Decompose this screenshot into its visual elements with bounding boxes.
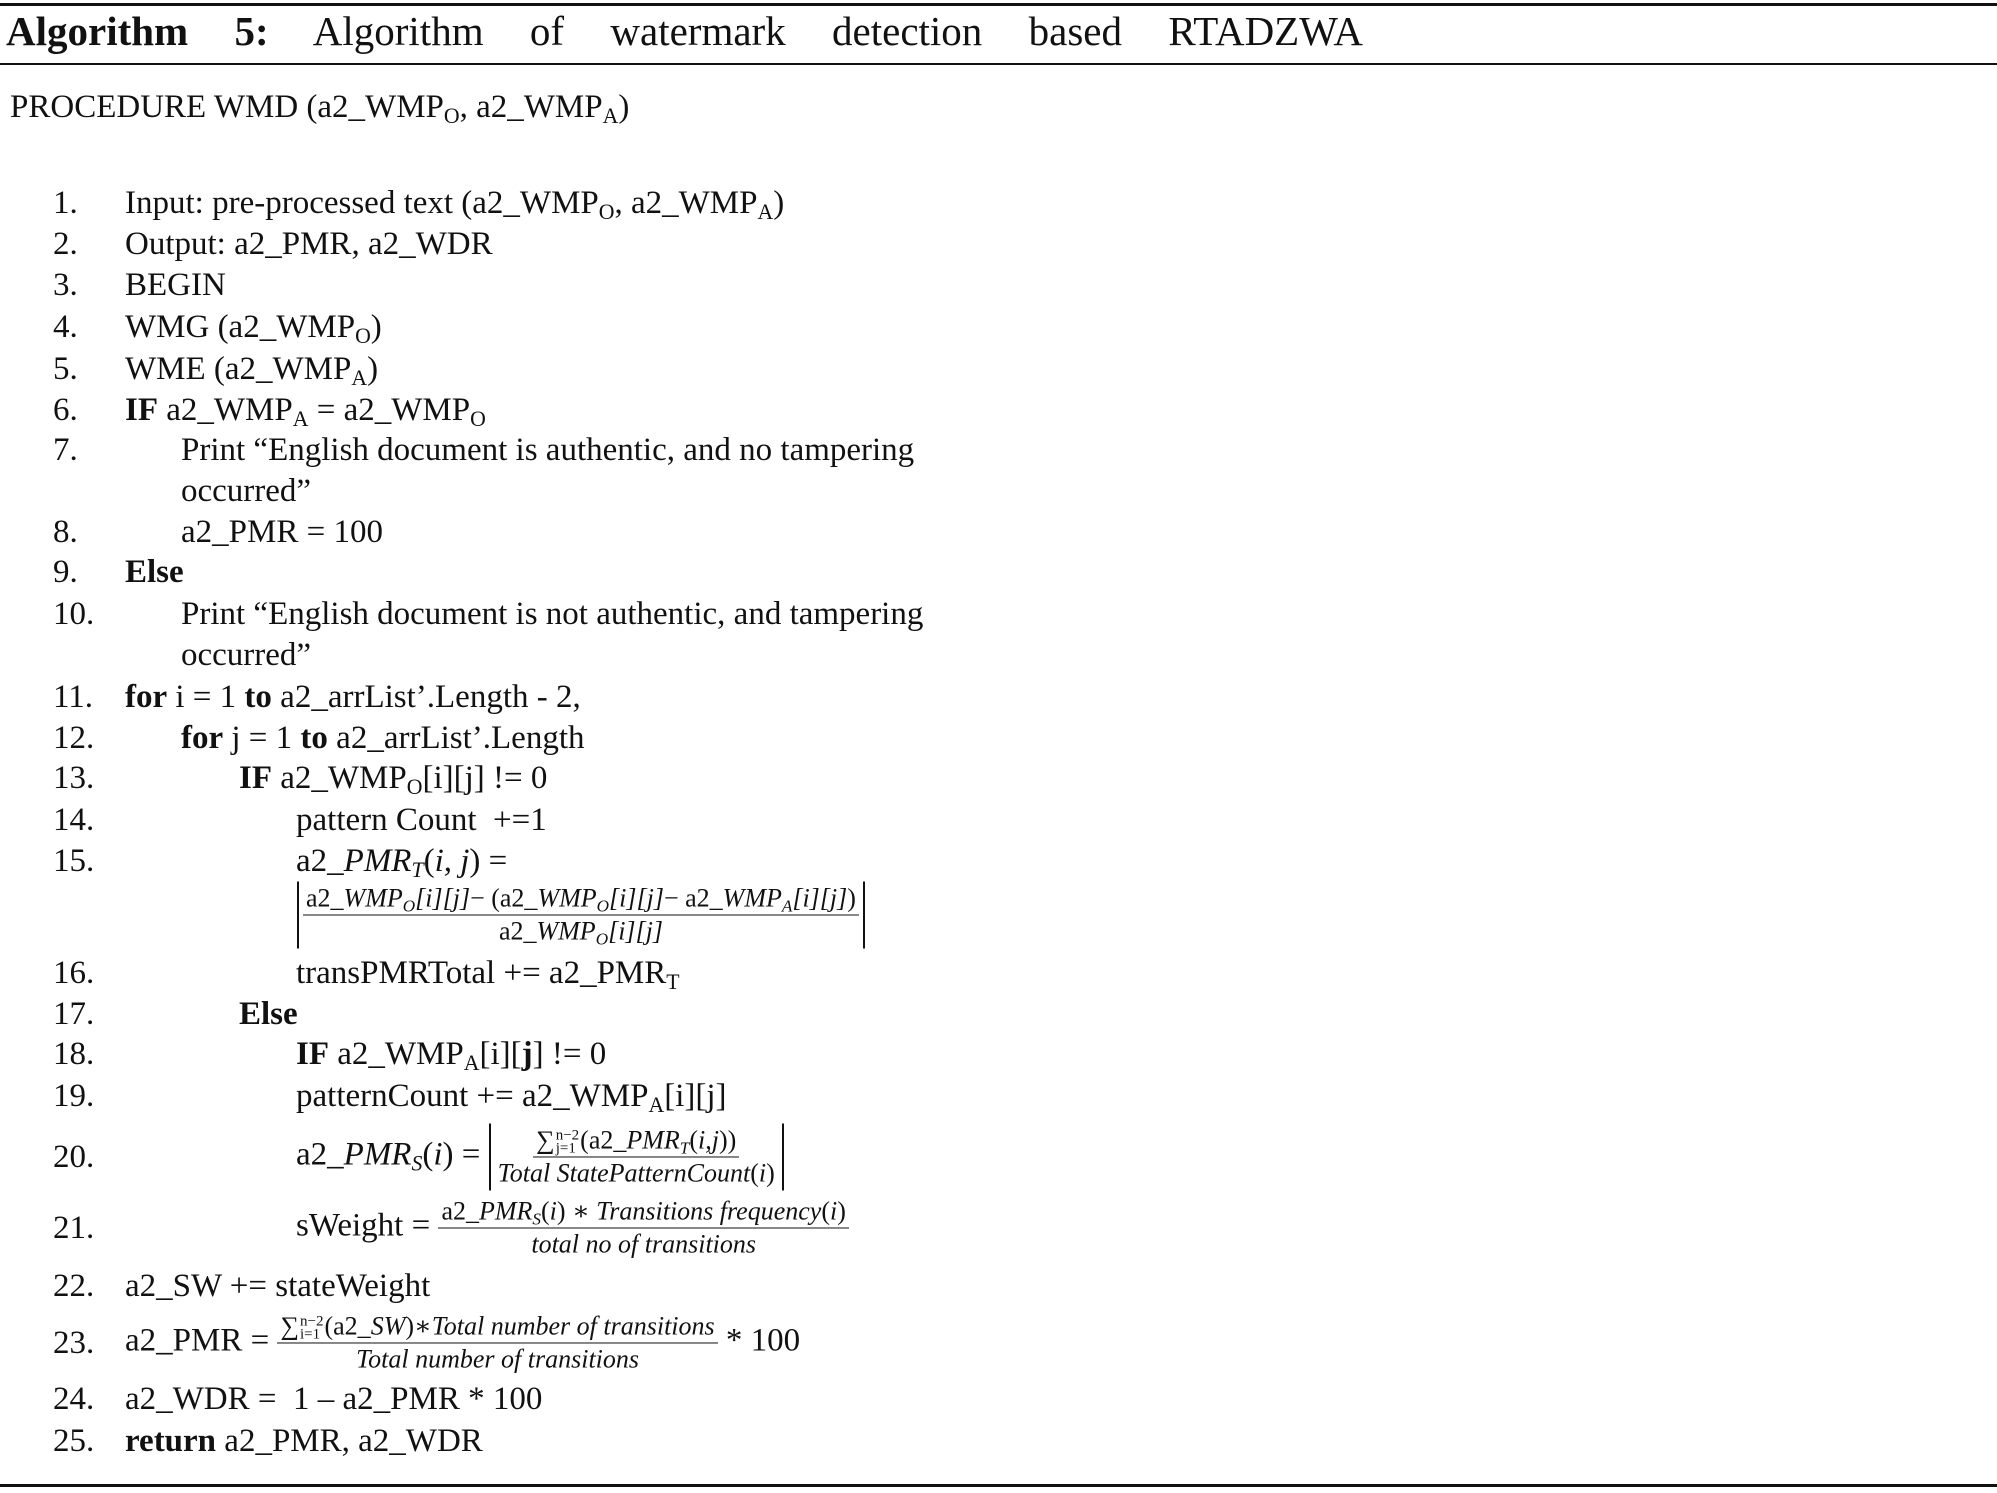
keyword: IF <box>296 1036 329 1072</box>
subscript: O <box>402 896 416 916</box>
line-code <box>125 1379 542 1419</box>
code-text: ) <box>847 883 856 913</box>
line-number: 20. <box>53 1139 95 1175</box>
line-number: 24. <box>53 1381 95 1417</box>
math-italic-text: [i][j] <box>609 883 664 913</box>
fraction-denominator <box>353 1344 642 1375</box>
keyword: IF <box>125 392 158 428</box>
code-text: ) <box>405 1311 415 1341</box>
subscript: A <box>757 200 774 225</box>
code-text: − (a2_ <box>470 883 538 913</box>
keyword: for <box>181 720 224 756</box>
code-text: a2_ <box>296 843 344 879</box>
subscript: A <box>781 896 793 916</box>
code-text: a2_WMP <box>272 760 407 796</box>
code-text: WME (a2_WMP <box>125 351 352 387</box>
code-text: ( <box>422 1136 434 1173</box>
line-number: 19. <box>53 1078 95 1114</box>
code-text: = a2_WMP <box>308 392 471 428</box>
line-code <box>181 512 383 552</box>
subscript: O <box>355 324 371 349</box>
fraction <box>277 1311 717 1374</box>
code-text: a2_WMP <box>158 392 293 428</box>
keyword: to <box>244 679 272 715</box>
code-text: − a2_ <box>663 883 723 913</box>
code-text: a2_ <box>306 883 344 913</box>
subscript: O <box>470 407 486 432</box>
subscript: A <box>351 366 368 391</box>
keyword: to <box>300 720 328 756</box>
code-text: ) = <box>469 843 508 879</box>
fraction-denominator <box>495 1158 778 1189</box>
code-text: a2_PMR, a2_WDR <box>216 1423 483 1459</box>
line-number: 5. <box>53 351 78 387</box>
math-italic-text: i <box>758 1158 767 1188</box>
code-text: Print “English document is authentic, and no tampering <box>181 432 915 468</box>
code-text: Print “English document is not authentic, and tampering <box>181 596 924 632</box>
code-text: ) <box>367 351 379 387</box>
code-text: , a2_WMP <box>459 89 603 125</box>
code-text: ) <box>766 1158 775 1188</box>
code-text: a2_ <box>296 1136 344 1173</box>
line-number: 16. <box>53 955 95 991</box>
line-code <box>125 1266 430 1306</box>
summation-lower-limit: i=1 <box>300 1326 321 1343</box>
math-italic-text: i,j <box>698 1125 719 1155</box>
line-formula <box>297 882 865 949</box>
subscript: A <box>602 104 619 129</box>
subscript: T <box>666 970 680 995</box>
code-text: BEGIN <box>125 267 226 303</box>
line-code <box>296 1197 849 1260</box>
code-text: a2_arrList’.Length <box>327 720 585 756</box>
keyword: IF <box>239 760 272 796</box>
summation-lower-limit: j=1 <box>555 1140 576 1157</box>
subscript: S <box>532 1209 541 1229</box>
code-text: * 100 <box>717 1322 801 1359</box>
line-code <box>296 1123 784 1190</box>
math-italic-text: i <box>549 1196 557 1226</box>
math-italic-text: PMR <box>479 1196 533 1226</box>
subscript: S <box>411 1151 423 1176</box>
subscript: A <box>292 407 309 432</box>
code-text: ( <box>689 1125 698 1155</box>
line-code <box>181 430 914 470</box>
summation-upper-limit: n−2 <box>555 1127 580 1144</box>
code-text: ( <box>750 1158 759 1188</box>
line-code <box>296 1034 606 1074</box>
math-italic-text: PMR <box>343 843 412 879</box>
fraction-denominator <box>496 916 666 947</box>
code-text: a2_PMR = <box>125 1322 278 1359</box>
line-number: 6. <box>53 392 78 428</box>
code-text: ) <box>556 1196 573 1226</box>
line-code <box>125 677 581 717</box>
math-italic-text: WMP <box>537 883 597 913</box>
line-code <box>125 183 784 223</box>
line-code <box>125 265 226 305</box>
subscript: O <box>443 104 460 129</box>
line-code <box>296 841 507 881</box>
code-text: occurred” <box>181 637 312 673</box>
summation-limits <box>300 1313 324 1343</box>
math-italic-text: ∗Total number of transitions <box>414 1311 715 1341</box>
subscript: A <box>648 1093 665 1118</box>
code-text: [i][ <box>479 1036 522 1072</box>
line-code <box>239 758 547 798</box>
code-text: ) <box>837 1196 846 1226</box>
top-rule <box>0 3 1997 6</box>
line-number: 12. <box>53 720 95 756</box>
line-number: 4. <box>53 309 78 345</box>
subscript: O <box>406 775 423 800</box>
math-italic-text: WMP <box>343 883 403 913</box>
code-text: WMG (a2_WMP <box>125 309 356 345</box>
subscript: O <box>595 929 609 949</box>
math-italic-text: i <box>830 1196 838 1226</box>
code-text: patternCount += a2_WMP <box>296 1078 649 1114</box>
code-text: (a2_ <box>324 1311 371 1341</box>
code-text: a2_SW += stateWeight <box>125 1268 431 1304</box>
absolute-value-fraction <box>489 1123 784 1190</box>
keyword: for <box>125 679 168 715</box>
code-text: a2_PMR = 100 <box>181 514 383 550</box>
line-code <box>296 1076 727 1116</box>
code-text: ( <box>541 1196 550 1226</box>
math-italic-text: WMP <box>536 916 596 946</box>
code-text: PROCEDURE WMD (a2_WMP <box>10 89 444 125</box>
code-text: , a2_WMP <box>614 185 758 221</box>
code-text: a2_WDR = 1 – a2_PMR * 100 <box>125 1381 543 1417</box>
subscript: O <box>598 200 615 225</box>
line-number: 7. <box>53 432 78 468</box>
code-text: ] != 0 <box>532 1036 607 1072</box>
math-italic-text: [i][j] <box>792 883 848 913</box>
fraction-denominator <box>528 1229 759 1260</box>
absolute-value-fraction <box>297 882 865 949</box>
code-text: a2_arrList’.Length - 2, <box>271 679 581 715</box>
code-text: j = 1 <box>223 720 301 756</box>
line-number: 23. <box>53 1325 95 1361</box>
code-text: ) <box>618 89 630 125</box>
code-text: ) <box>773 185 785 221</box>
line-number: 3. <box>53 267 78 303</box>
code-text: ∑ <box>536 1125 555 1155</box>
line-code <box>181 635 311 675</box>
line-code <box>181 594 923 634</box>
fraction-numerator <box>303 884 859 916</box>
line-code <box>181 471 311 511</box>
line-number: 1. <box>53 185 78 221</box>
code-text: a2_ <box>441 1196 479 1226</box>
fraction <box>438 1197 848 1260</box>
line-number: 11. <box>53 679 94 715</box>
subscript: A <box>463 1051 480 1076</box>
math-italic-text: i, j <box>434 843 470 879</box>
math-italic-text: [i][j] <box>608 916 663 946</box>
code-text: )) <box>718 1125 737 1155</box>
math-italic-text: total no of transitions <box>531 1229 757 1259</box>
line-code <box>239 994 298 1034</box>
math-italic-text: WMP <box>722 883 782 913</box>
keyword: j <box>521 1036 533 1072</box>
math-italic-text: ∗ Transitions frequency <box>572 1196 822 1226</box>
code-text: transPMRTotal += a2_PMR <box>296 955 667 991</box>
math-italic-text: [i][j] <box>415 883 471 913</box>
code-text: (a2_ <box>580 1125 627 1155</box>
line-code <box>296 953 680 993</box>
line-code <box>125 349 378 389</box>
subscript: T <box>679 1138 690 1158</box>
line-number: 13. <box>53 760 95 796</box>
line-code <box>125 390 486 430</box>
algorithm-label: Algorithm 5: <box>6 8 269 54</box>
code-text: occurred” <box>181 473 312 509</box>
subscript: O <box>596 896 610 916</box>
code-text: sWeight = <box>296 1207 439 1244</box>
code-text: pattern Count +=1 <box>296 802 547 838</box>
summation-limits <box>555 1127 580 1157</box>
code-text: a2_ <box>498 916 537 946</box>
code-text: ∑ <box>280 1311 300 1341</box>
line-code <box>181 718 585 758</box>
line-code <box>296 800 547 840</box>
line-number: 15. <box>53 843 95 879</box>
line-number: 22. <box>53 1268 95 1304</box>
line-number: 17. <box>53 996 95 1032</box>
line-code <box>125 552 184 592</box>
line-number: 10. <box>53 596 95 632</box>
code-text: i = 1 <box>167 679 245 715</box>
keyword: Else <box>125 554 184 590</box>
procedure-signature <box>10 87 629 127</box>
line-number: 14. <box>53 802 95 838</box>
code-text: ) = <box>442 1136 489 1173</box>
code-text: ( <box>821 1196 831 1226</box>
line-number: 25. <box>53 1423 95 1459</box>
keyword: return <box>125 1423 217 1459</box>
line-code <box>125 1311 800 1374</box>
math-italic-text: PMR <box>343 1136 412 1173</box>
code-text: a2_WMP <box>329 1036 464 1072</box>
line-code <box>125 307 382 347</box>
summation-upper-limit: n−2 <box>300 1313 324 1330</box>
line-number: 9. <box>53 554 78 590</box>
line-number: 8. <box>53 514 78 550</box>
algorithm-title: Algorithm of watermark detection based RTADZWA <box>312 8 1363 54</box>
bottom-rule <box>0 1484 1997 1487</box>
line-code <box>125 1421 483 1461</box>
code-text: [i][j] <box>664 1078 727 1114</box>
keyword: Else <box>239 996 298 1032</box>
code-text: ) <box>370 309 382 345</box>
line-code <box>125 224 493 264</box>
code-text: Input: pre-processed text (a2_WMP <box>125 185 599 221</box>
line-number: 18. <box>53 1036 95 1072</box>
code-text: [i][j] != 0 <box>422 760 548 796</box>
line-number: 21. <box>53 1210 95 1246</box>
math-italic-text: Total number of transitions <box>356 1344 640 1374</box>
code-text: ( <box>423 843 435 879</box>
algorithm-caption <box>6 8 1363 54</box>
caption-rule <box>0 63 1997 65</box>
fraction-numerator <box>438 1197 848 1229</box>
subscript: T <box>411 858 424 883</box>
fraction-numerator <box>277 1311 717 1343</box>
math-italic-text: i <box>433 1136 443 1173</box>
math-italic-text: SW <box>370 1311 406 1341</box>
math-italic-text: Total StatePatternCount <box>497 1158 751 1188</box>
line-number: 2. <box>53 226 78 262</box>
fraction-numerator <box>533 1125 739 1157</box>
math-italic-text: PMR <box>626 1125 680 1155</box>
code-text: Output: a2_PMR, a2_WDR <box>125 226 493 262</box>
